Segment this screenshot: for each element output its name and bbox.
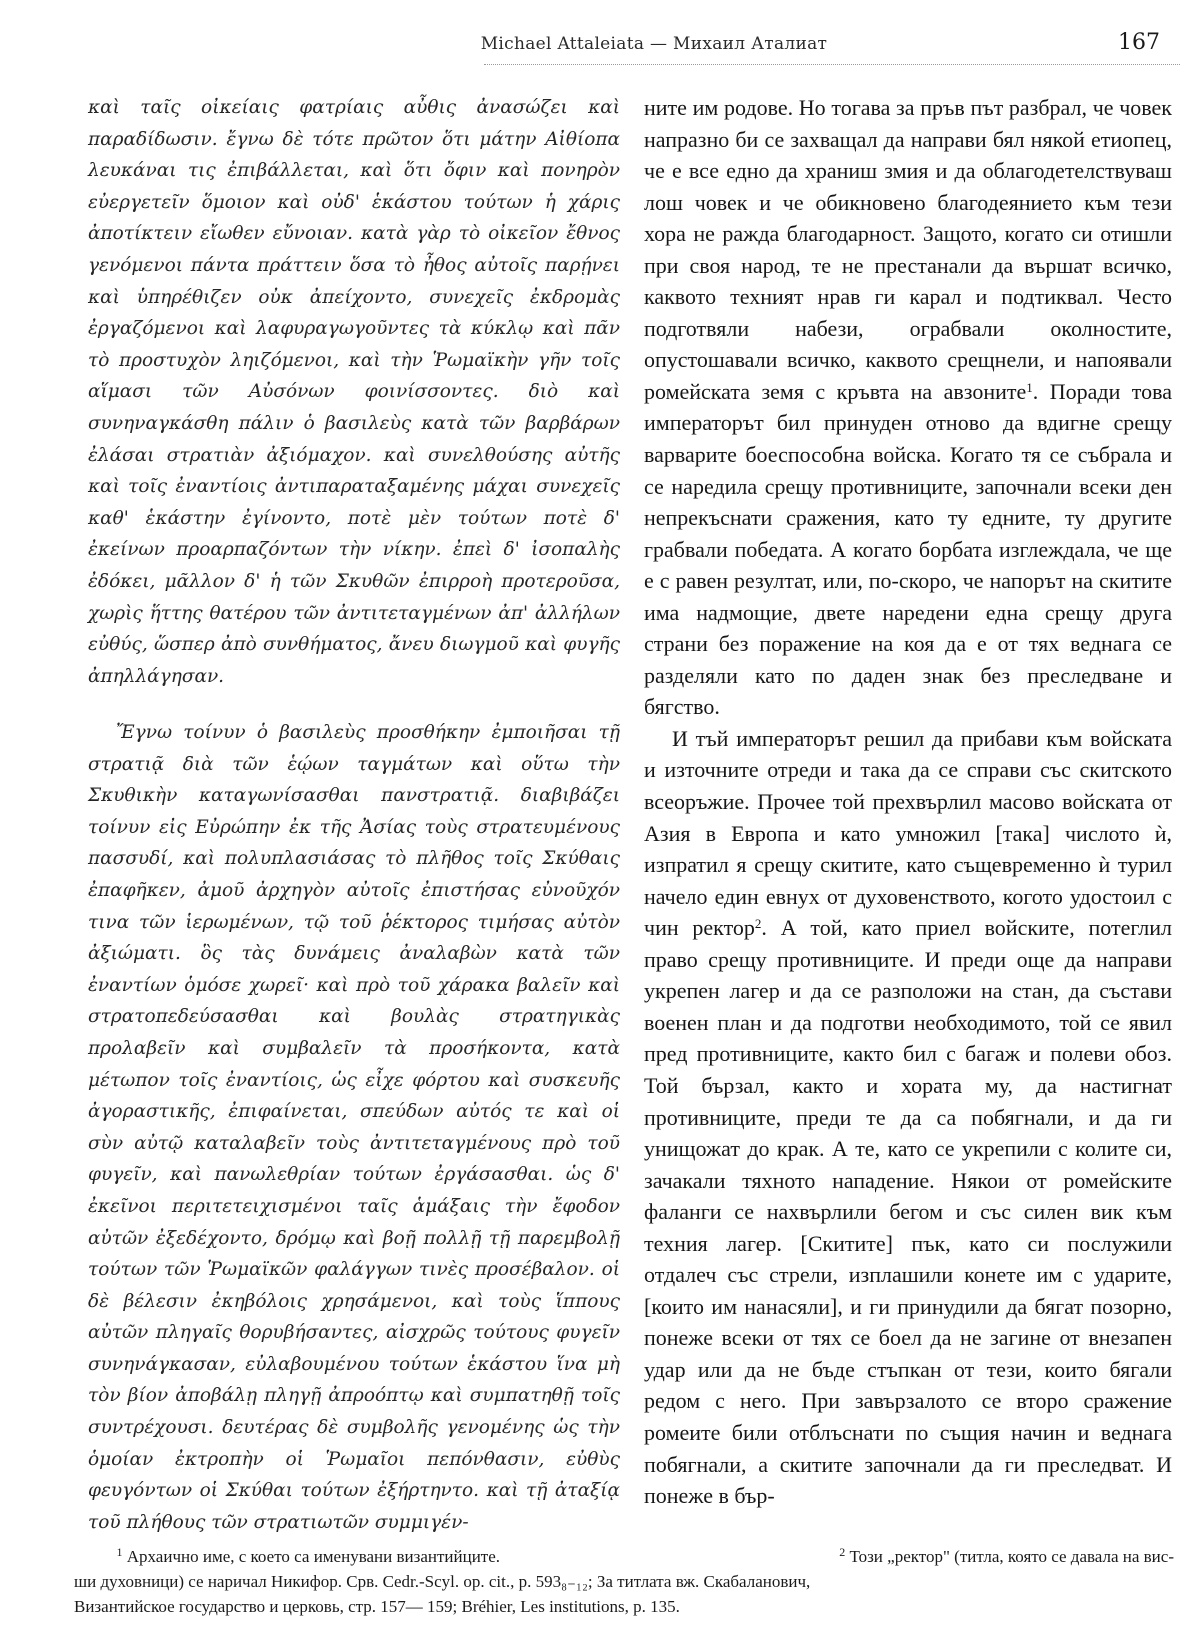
greek-column-bottom xyxy=(88,717,620,1538)
bulgarian-column xyxy=(644,92,1172,1512)
bulgarian-paragraph-2 xyxy=(644,723,1172,1512)
bulgarian-paragraph-1-text-a: ните им родове. Но тогава за пръв път разбрал, че човек напразно би се захващал да направи бял някой етиопец, че е все едно да храниш змия и да облагодетелствуваш лош човек и че обикновено благодеянието към тези хора не ражда благодарност. Защото, когато си отишли при своя народ, те не престанали да вършат всичко, каквото техният нрав ги карал и подтиквал. Често подготвяли набези, ограбвали околностите, опустошавали всичко, каквото срещнели, и напоявали ромейската земя с кръвта на авзоните xyxy=(644,95,1172,404)
greek-paragraph-2: Ἔγνω τοίνυν ὁ βασιλεὺς προσθήκην ἐμποιῆσαι τῇ στρατιᾷ διὰ τῶν ἑῴων ταγμάτων καὶ οὕτω τὴν Σκυθικὴν καταγωνίσασθαι πανστρατιᾷ. διαβιβάζει τοίνυν εἰς Εὐρώπην ἐκ τῆς Ἀσίας τοὺς στρατευμένους πασσυδί, καὶ πολυπλασιάσας τὸ πλῆθος τοῖς Σκύθαις ἐπαφῆκεν, ἀμοῦ ἀρχηγὸν αὐτοῖς ἐπιστήσας εὐνοῦχόν τινα τῶν ἱερωμένων, τῷ τοῦ ῥέκτορος τιμήσας αὐτὸν ἀξιώματι. ὃς τὰς δυνάμεις ἀναλαβὼν κατὰ τῶν ἐναντίων ὁμόσε χωρεῖ· καὶ πρὸ τοῦ χάρακα βαλεῖν καὶ στρατοπεδεύσασθαι καὶ βουλὰς στρατηγικὰς προλαβεῖν καὶ συμβαλεῖν τὰ προσήκοντα, κατὰ μέτωπον τοῖς ἐναντίοις, ὡς εἶχε φόρτου καὶ συσκευῆς ἀγοραστικῆς, ἐπιφαίνεται, σπεύδων αὐτός τε καὶ οἱ σὺν αὐτῷ καταλαβεῖν τοὺς ἀντιτεταγμένους πρὸ τοῦ φυγεῖν, καὶ πανωλεθρίαν τούτων ἐργάσασθαι. ὡς δ' ἐκεῖνοι περιτετειχισμένοι ταῖς ἁμάξαις τὴν ἔφοδον αὐτῶν ἐξεδέχοντο, δρόμῳ καὶ βοῇ πολλῇ τῇ παρεμβολῇ τούτων τῶν Ῥωμαϊκῶν φαλάγγων τινὲς προσέβαλον. οἱ δὲ βέλεσιν ἐκηβόλοις χρησάμενοι, καὶ τοὺς ἵππους αὐτῶν πληγαῖς θορυβήσαντες, αἰσχρῶς τούτους φυγεῖν συνηνάγκασαν, εὐλαβουμένου τούτων ἑκάστου ἵνα μὴ τὸν βίον ἀποβάλῃ πληγῇ ἀπροόπτῳ καὶ συμπατηθῇ τοῖς συντρέχουσι. δευτέρας δὲ συμβολῆς γενομένης ὡς τὴν ὁμοίαν ἐκτροπὴν οἱ Ῥωμαῖοι πεπόνθασιν, εὐθὺς φευγόντων οἱ Σκύθαι τούτων ἐξήρτηντο. καὶ τῇ ἀταξίᾳ τοῦ πλήθους τῶν στρατιωτῶν συμμιγέν- xyxy=(88,722,620,1533)
page-number: 167 xyxy=(1118,30,1160,55)
greek-paragraph-1: καὶ ταῖς οἰκείαις φατρίαις αὖθις ἀνασώζει καὶ παραδίδωσιν. ἔγνω δὲ τότε πρῶτον ὅτι μάτην Αἰθίοπα λευκάναι τις ἐπιβάλλεται, καὶ ὅτι ὄφιν καὶ πονηρὸν εὐεργετεῖν ὅμοιον καὶ οὐδ' ἑκάστου τούτων ἡ χάρις ἀποτίκτειν εἴωθεν εὔνοιαν. κατὰ γὰρ τὸ οἰκεῖον ἔθνος γενόμενοι πάντα πράττειν ὅσα τὸ ἦθος αὐτοῖς παρῄνει καὶ ὑπηρέθιζεν οὐκ ἀπείχοντο, συνεχεῖς ἐκδρομὰς ἐργαζόμενοι καὶ λαφυραγωγοῦντες τὰ κύκλῳ καὶ πᾶν τὸ προστυχὸν ληιζόμενοι, καὶ τὴν Ῥωμαϊκὴν γῆν τοῖς αἵμασι τῶν Αὐσόνων φοινίσσοντες. διὸ καὶ συνηναγκάσθη πάλιν ὁ βασιλεὺς κατὰ τῶν βαρβάρων ἐλάσαι στρατιὰν ἀξιόμαχον. καὶ συνελθούσης αὐτῆς καὶ τοῖς ἐναντίοις ἀντιπαραταξαμένης μάχαι συνεχεῖς καθ' ἑκάστην ἐγίνοντο, ποτὲ μὲν τούτων ποτὲ δ' ἐκείνων προαρπαζόντων τὴν νίκην. ἐπεὶ δ' ἰσοπαλὴς ἐδόκει, μᾶλλον δ' ἡ τῶν Σκυθῶν ἐπιρροὴ προτεροῦσα, χωρὶς ἥττης θατέρου τῶν ἀντιτεταγμένων ἀπ' ἀλλήλων εὐθύς, ὥσπερ ἀπὸ συνθήματος, ἄνευ διωγμοῦ καὶ φυγῆς ἀπηλλάγησαν. xyxy=(88,97,620,687)
footnote-2-text: Този „ректор" (титла, която се давала на вис- xyxy=(849,1547,1174,1566)
footnote-ref-2: 2 xyxy=(754,916,762,932)
footnotes xyxy=(74,1544,1174,1619)
footnote-line-2: ши духовници) се наричал Никифор. Срв. Cedr.-Scyl. op. cit., p. 593₈₋₁₂; За титлата вж. Скабаланович, xyxy=(74,1572,811,1591)
bulgarian-paragraph-1-text-b: . Поради това императорът бил принуден отново да вдигне срещу варварите боеспособна войска. Когато тя се събрала и се наредила срещу противниците, започнали всеки ден непрекъснати сражения, като ту едните, ту другите грабвали победата. А когато борбата изглеждала, че ще е с равен резултат, или, по-скоро, че напорът на скитите има надмощие, двете наредени една срещу друга страни без поражение на коя да е от тях веднага се разделяли като по даден знак без преследване и бягство. xyxy=(644,378,1172,720)
running-title: Michael Attaleiata — Михаил Аталиат xyxy=(480,34,828,54)
footnote-1-text: Архаично име, с което са именувани византийците. xyxy=(126,1547,501,1566)
footnote-line-3: Византийское государство и церковь, стр. 157— 159; Bréhier, Les institutions, p. 135. xyxy=(74,1597,680,1616)
bulgarian-paragraph-2-text-a: И тъй императорът решил да прибави към войската и източните отреди и така да се справи със скитското всеоръжие. Прочее той прехвърлил масово войската от Азия в Европа и като умножил [така] числото ѝ, изпратил я срещу скитите, като същевременно ѝ турил начело един евнух от духовенството, когото удостоил с чин ректор xyxy=(644,725,1172,941)
footnote-ref-1: 1 xyxy=(1026,379,1033,395)
footnote-1-number: 1 xyxy=(116,1545,123,1559)
header-rule xyxy=(484,64,1180,65)
footnote-2-number: 2 xyxy=(839,1545,846,1559)
bulgarian-paragraph-1 xyxy=(644,92,1172,723)
footnote-2 xyxy=(839,1544,1174,1569)
greek-column-top xyxy=(88,92,620,692)
bulgarian-paragraph-2-text-b: . А той, като приел войските, потеглил право срещу противниците. И преди още да направи укрепен лагер и да се разположи на стан, да състави военен план и да подготви необходимото, той се явил пред противниците, както бил с багаж и полеви обоз. Той бързал, както и хората му, да настигнат противниците, преди те да са побягнали, и да ги унищожат до крак. А те, като се укрепили с колите си, зачакали тяхното нападение. Някои от ромейските фаланги се нахвърлили бегом и със силен вик към техния лагер. [Скитите] пък, като си послужили отдалеч със стрели, изплашили конете им с ударите, [които им нанасяли], и ги принудили да бягат позорно, понеже всеки от тях се боел да не загине от внезапен удар или да не бъде стъпкан от тези, които бягали редом с него. При завързалото се второ сражение ромеите били отблъснати по същия начин и веднага побягнали, а скитите започнали да ги преследват. И понеже в бър- xyxy=(644,915,1172,1509)
footnote-row-1 xyxy=(74,1544,1174,1569)
footnote-1 xyxy=(74,1544,500,1569)
